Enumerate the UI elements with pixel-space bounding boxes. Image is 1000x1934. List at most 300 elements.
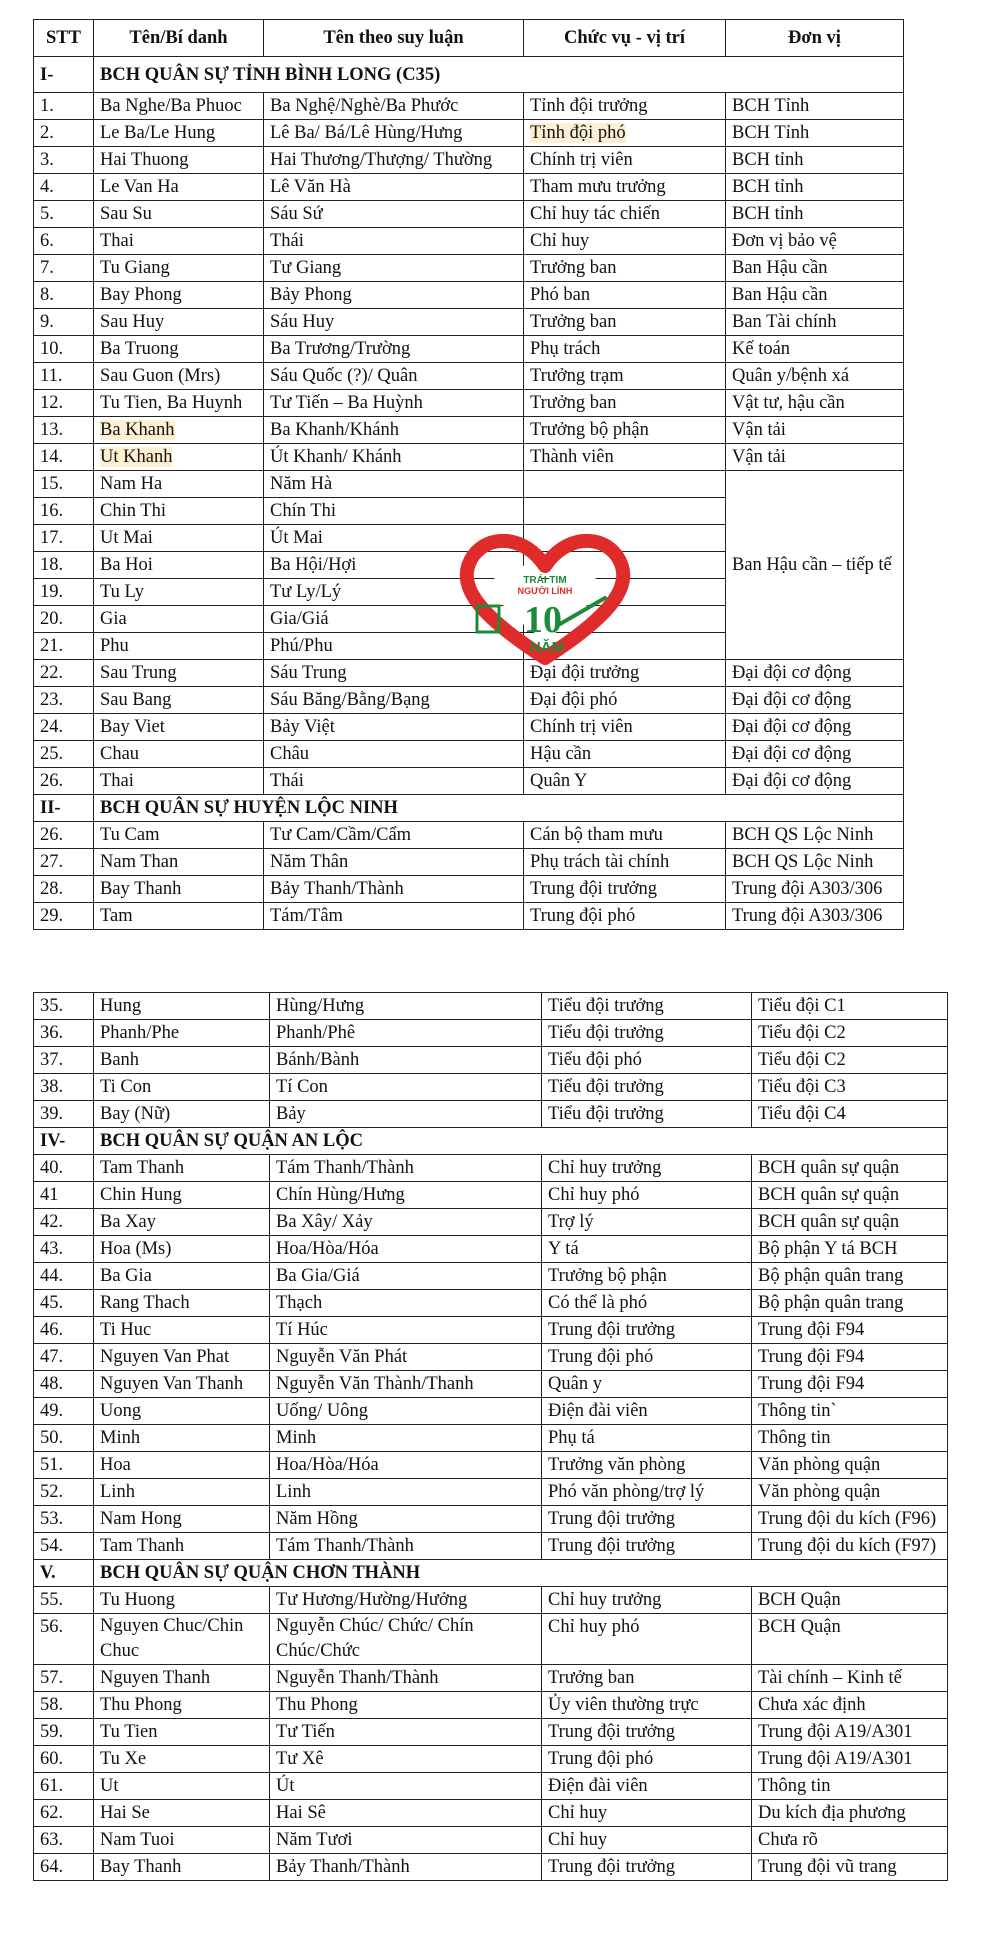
cell-alias: Nam Ha xyxy=(94,471,264,498)
cell-inferred: Hai Thương/Thượng/ Thường xyxy=(264,147,524,174)
cell-alias: Thu Phong xyxy=(94,1692,270,1719)
cell-alias: Ba Hoi xyxy=(94,552,264,579)
table-row xyxy=(34,1155,948,1182)
cell-stt: 9. xyxy=(34,309,94,336)
cell-inferred: Tư Xê xyxy=(270,1746,542,1773)
table-row xyxy=(34,1425,948,1452)
table-row xyxy=(34,282,904,309)
table-row xyxy=(34,1101,948,1128)
table-row xyxy=(34,1398,948,1425)
cell-inferred: Ba Nghệ/Nghè/Ba Phước xyxy=(264,93,524,120)
cell-stt: 46. xyxy=(34,1317,94,1344)
personnel-table-bottom xyxy=(33,992,948,1881)
cell-alias: Rang Thach xyxy=(94,1290,270,1317)
cell-inferred: Phanh/Phê xyxy=(270,1020,542,1047)
cell-unit: Trung đội du kích (F96) xyxy=(752,1506,948,1533)
cell-position: Trung đội phó xyxy=(524,903,726,930)
cell-inferred: Chín Thi xyxy=(264,498,524,525)
cell-inferred: Lê Ba/ Bá/Lê Hùng/Hưng xyxy=(264,120,524,147)
table-row xyxy=(34,147,904,174)
cell-inferred: Nguyễn Chúc/ Chức/ Chín Chúc/Chức xyxy=(270,1614,542,1665)
cell-unit: Đại đội cơ động xyxy=(726,768,904,795)
cell-inferred: Năm Hà xyxy=(264,471,524,498)
cell-alias: Ti Con xyxy=(94,1074,270,1101)
cell-stt: 8. xyxy=(34,282,94,309)
cell-stt: 63. xyxy=(34,1827,94,1854)
cell-stt: 18. xyxy=(34,552,94,579)
cell-position: Đại đội phó xyxy=(524,687,726,714)
cell-stt: 13. xyxy=(34,417,94,444)
cell-position: Điện đài viên xyxy=(542,1398,752,1425)
section-number: I- xyxy=(34,57,94,93)
cell-alias: Sau Bang xyxy=(94,687,264,714)
cell-position: Ủy viên thường trực xyxy=(542,1692,752,1719)
section-number: IV- xyxy=(34,1128,94,1155)
cell-unit: Bộ phận quân trang xyxy=(752,1290,948,1317)
cell-position: Chỉ huy trưởng xyxy=(542,1587,752,1614)
cell-alias: Ba Gia xyxy=(94,1263,270,1290)
cell-alias: Tu Ly xyxy=(94,579,264,606)
table-row xyxy=(34,174,904,201)
table-header-row xyxy=(34,20,904,57)
table-row xyxy=(34,417,904,444)
cell-stt: 55. xyxy=(34,1587,94,1614)
cell-position: Trung đội trưởng xyxy=(542,1854,752,1881)
cell-alias: Sau Su xyxy=(94,201,264,228)
table-row xyxy=(34,903,904,930)
cell-alias: Chin Thi xyxy=(94,498,264,525)
cell-inferred: Bảy xyxy=(270,1101,542,1128)
cell-inferred: Sáu Sứ xyxy=(264,201,524,228)
cell-unit: Chưa rõ xyxy=(752,1827,948,1854)
cell-unit: Bộ phận Y tá BCH xyxy=(752,1236,948,1263)
cell-inferred: Út Khanh/ Khánh xyxy=(264,444,524,471)
cell-inferred: Năm Hồng xyxy=(270,1506,542,1533)
logo-line1: TRÁI TIM xyxy=(523,575,567,586)
cell-position: Trung đội trưởng xyxy=(542,1506,752,1533)
table-row xyxy=(34,1047,948,1074)
cell-alias: Chau xyxy=(94,741,264,768)
cell-alias: Ut Mai xyxy=(94,525,264,552)
table-row xyxy=(34,336,904,363)
cell-unit: Đơn vị bảo vệ xyxy=(726,228,904,255)
cell-inferred: Ba Trương/Trường xyxy=(264,336,524,363)
cell-inferred: Tí Húc xyxy=(270,1317,542,1344)
cell-stt: 62. xyxy=(34,1800,94,1827)
cell-unit: Vật tư, hậu cần xyxy=(726,390,904,417)
cell-alias: Thai xyxy=(94,768,264,795)
cell-stt: 23. xyxy=(34,687,94,714)
cell-position: Đại đội trưởng xyxy=(524,660,726,687)
table-row xyxy=(34,1074,948,1101)
table-row xyxy=(34,201,904,228)
cell-inferred: Bánh/Bành xyxy=(270,1047,542,1074)
cell-inferred: Linh xyxy=(270,1479,542,1506)
table-row xyxy=(34,309,904,336)
table-row xyxy=(34,1692,948,1719)
table-row xyxy=(34,1020,948,1047)
cell-inferred: Minh xyxy=(270,1425,542,1452)
cell-alias: Phanh/Phe xyxy=(94,1020,270,1047)
cell-unit: Tiểu đội C2 xyxy=(752,1020,948,1047)
cell-stt: 61. xyxy=(34,1773,94,1800)
table-row xyxy=(34,1533,948,1560)
cell-stt: 49. xyxy=(34,1398,94,1425)
section-row xyxy=(34,57,904,93)
cell-alias: Tu Tien, Ba Huynh xyxy=(94,390,264,417)
cell-inferred: Tư Tiến xyxy=(270,1719,542,1746)
table-row xyxy=(34,93,904,120)
cell-position: Hậu cần xyxy=(524,741,726,768)
cell-stt: 59. xyxy=(34,1719,94,1746)
cell-position: Chỉ huy xyxy=(524,228,726,255)
cell-unit: Vận tải xyxy=(726,444,904,471)
cell-position: Tiểu đội trưởng xyxy=(542,993,752,1020)
cell-stt: 5. xyxy=(34,201,94,228)
cell-unit: BCH QS Lộc Ninh xyxy=(726,849,904,876)
header-inferred-name: Tên theo suy luận xyxy=(264,20,524,57)
cell-position: Trưởng ban xyxy=(542,1665,752,1692)
section-row xyxy=(34,795,904,822)
cell-stt: 3. xyxy=(34,147,94,174)
cell-inferred: Tám Thanh/Thành xyxy=(270,1155,542,1182)
cell-alias: Tu Cam xyxy=(94,822,264,849)
cell-inferred: Sáu Quốc (?)/ Quân xyxy=(264,363,524,390)
cell-unit: Tiểu đội C3 xyxy=(752,1074,948,1101)
highlighted-text: Ut Khanh xyxy=(100,447,173,467)
table-row xyxy=(34,993,948,1020)
cell-unit: Trung đội A303/306 xyxy=(726,876,904,903)
cell-stt: 40. xyxy=(34,1155,94,1182)
cell-inferred: Châu xyxy=(264,741,524,768)
cell-stt: 38. xyxy=(34,1074,94,1101)
header-unit: Đơn vị xyxy=(726,20,904,57)
cell-unit: Trung đội F94 xyxy=(752,1371,948,1398)
cell-stt: 24. xyxy=(34,714,94,741)
cell-unit: Trung đội vũ trang xyxy=(752,1854,948,1881)
cell-inferred: Thái xyxy=(264,768,524,795)
cell-position: Có thể là phó xyxy=(542,1290,752,1317)
cell-position: Quân Y xyxy=(524,768,726,795)
cell-position: Phụ trách tài chính xyxy=(524,849,726,876)
table-row xyxy=(34,1719,948,1746)
cell-unit: BCH quân sự quận xyxy=(752,1182,948,1209)
cell-position: Trưởng bộ phận xyxy=(542,1263,752,1290)
cell-stt: 7. xyxy=(34,255,94,282)
cell-alias: Hung xyxy=(94,993,270,1020)
cell-position: Chỉ huy trưởng xyxy=(542,1155,752,1182)
cell-alias: Tu Giang xyxy=(94,255,264,282)
cell-unit: Tiểu đội C4 xyxy=(752,1101,948,1128)
cell-inferred: Ba Gia/Giá xyxy=(270,1263,542,1290)
section-title: BCH QUÂN SỰ TỈNH BÌNH LONG (C35) xyxy=(94,57,904,93)
cell-unit: BCH quân sự quận xyxy=(752,1155,948,1182)
table-row xyxy=(34,1746,948,1773)
cell-stt: 44. xyxy=(34,1263,94,1290)
cell-alias: Le Ba/Le Hung xyxy=(94,120,264,147)
cell-position: Phụ tá xyxy=(542,1425,752,1452)
cell-inferred: Bảy Phong xyxy=(264,282,524,309)
logo-line2: NGƯỜI LÍNH xyxy=(517,586,573,596)
cell-position: Phụ trách xyxy=(524,336,726,363)
cell-inferred: Tư Hương/Hường/Hưởng xyxy=(270,1587,542,1614)
cell-position: Chỉ huy tác chiến xyxy=(524,201,726,228)
cell-alias: Sau Trung xyxy=(94,660,264,687)
cell-stt: 6. xyxy=(34,228,94,255)
cell-position: Trưởng ban xyxy=(524,390,726,417)
header-stt: STT xyxy=(34,20,94,57)
table-row xyxy=(34,390,904,417)
cell-inferred: Bảy Thanh/Thành xyxy=(270,1854,542,1881)
cell-inferred: Tám/Tâm xyxy=(264,903,524,930)
cell-inferred: Nguyễn Văn Thành/Thanh xyxy=(270,1371,542,1398)
cell-stt: 10. xyxy=(34,336,94,363)
cell-alias: Nam Hong xyxy=(94,1506,270,1533)
cell-stt: 57. xyxy=(34,1665,94,1692)
cell-unit-merged: Ban Hậu cần – tiếp tế xyxy=(726,471,904,660)
cell-stt: 21. xyxy=(34,633,94,660)
cell-alias: Tu Xe xyxy=(94,1746,270,1773)
cell-unit: Tiểu đội C2 xyxy=(752,1047,948,1074)
cell-position: Tiểu đội trưởng xyxy=(542,1101,752,1128)
cell-stt: 26. xyxy=(34,768,94,795)
cell-alias: Ba Nghe/Ba Phuoc xyxy=(94,93,264,120)
cell-alias: Ut xyxy=(94,1773,270,1800)
cell-inferred: Tư Ly/Lý xyxy=(264,579,524,606)
cell-alias: Linh xyxy=(94,1479,270,1506)
cell-stt: 54. xyxy=(34,1533,94,1560)
cell-inferred: Tư Cam/Cầm/Cẩm xyxy=(264,822,524,849)
cell-inferred: Ba Hội/Hợi xyxy=(264,552,524,579)
cell-alias: Nguyen Van Thanh xyxy=(94,1371,270,1398)
cell-unit: Trung đội A303/306 xyxy=(726,903,904,930)
heart-logo-icon xyxy=(455,528,635,668)
section-title: BCH QUÂN SỰ HUYỆN LỘC NINH xyxy=(94,795,904,822)
cell-alias: Nam Than xyxy=(94,849,264,876)
cell-inferred: Sáu Huy xyxy=(264,309,524,336)
logo-word: NĂM xyxy=(529,639,565,656)
cell-inferred: Sáu Băng/Bằng/Bạng xyxy=(264,687,524,714)
cell-stt: 64. xyxy=(34,1854,94,1881)
cell-alias: Minh xyxy=(94,1425,270,1452)
cell-alias: Ba Truong xyxy=(94,336,264,363)
table-row xyxy=(34,471,904,498)
cell-unit: Chưa xác định xyxy=(752,1692,948,1719)
cell-inferred: Chín Hùng/Hưng xyxy=(270,1182,542,1209)
cell-unit: Đại đội cơ động xyxy=(726,660,904,687)
table-row xyxy=(34,1263,948,1290)
cell-unit: Trung đội F94 xyxy=(752,1317,948,1344)
cell-inferred: Bảy Việt xyxy=(264,714,524,741)
cell-stt: 37. xyxy=(34,1047,94,1074)
cell-inferred: Bảy Thanh/Thành xyxy=(264,876,524,903)
cell-inferred: Tám Thanh/Thành xyxy=(270,1533,542,1560)
table-row xyxy=(34,849,904,876)
logo-number: 10 xyxy=(524,599,562,641)
cell-inferred: Nguyễn Văn Phát xyxy=(270,1344,542,1371)
cell-alias: Gia xyxy=(94,606,264,633)
cell-inferred: Tư Giang xyxy=(264,255,524,282)
header-alias: Tên/Bí danh xyxy=(94,20,264,57)
cell-unit: Thông tin xyxy=(752,1773,948,1800)
section-title: BCH QUÂN SỰ QUẬN CHƠN THÀNH xyxy=(94,1560,948,1587)
table-row xyxy=(34,768,904,795)
cell-position: Phó ban xyxy=(524,282,726,309)
cell-position: Chính trị viên xyxy=(524,147,726,174)
cell-inferred: Năm Thân xyxy=(264,849,524,876)
cell-stt: 41 xyxy=(34,1182,94,1209)
cell-unit: Văn phòng quận xyxy=(752,1479,948,1506)
cell-alias: Thai xyxy=(94,228,264,255)
cell-position: Chỉ huy xyxy=(542,1827,752,1854)
table-row xyxy=(34,1371,948,1398)
table-row xyxy=(34,1773,948,1800)
section-title: BCH QUÂN SỰ QUẬN AN LỘC xyxy=(94,1128,948,1155)
cell-unit: Trung đội du kích (F97) xyxy=(752,1533,948,1560)
cell-position: Trợ lý xyxy=(542,1209,752,1236)
cell-unit: BCH Tỉnh xyxy=(726,93,904,120)
cell-position: Cán bộ tham mưu xyxy=(524,822,726,849)
cell-position: Chỉ huy xyxy=(542,1800,752,1827)
cell-unit: Đại đội cơ động xyxy=(726,687,904,714)
table-row xyxy=(34,1452,948,1479)
cell-position: Trung đội trưởng xyxy=(542,1317,752,1344)
cell-position: Quân y xyxy=(542,1371,752,1398)
cell-stt: 39. xyxy=(34,1101,94,1128)
cell-stt: 15. xyxy=(34,471,94,498)
section-number: II- xyxy=(34,795,94,822)
cell-position: Tiểu đội trưởng xyxy=(542,1074,752,1101)
cell-stt: 51. xyxy=(34,1452,94,1479)
cell-inferred: Thu Phong xyxy=(270,1692,542,1719)
table-row xyxy=(34,1290,948,1317)
cell-unit: Ban Tài chính xyxy=(726,309,904,336)
cell-alias: Banh xyxy=(94,1047,270,1074)
cell-alias: Nguyen Van Phat xyxy=(94,1344,270,1371)
cell-position: Tiểu đội phó xyxy=(542,1047,752,1074)
cell-position: Điện đài viên xyxy=(542,1773,752,1800)
table-row xyxy=(34,822,904,849)
cell-alias xyxy=(94,417,264,444)
table-row xyxy=(34,1209,948,1236)
cell-inferred: Nguyễn Thanh/Thành xyxy=(270,1665,542,1692)
cell-unit: BCH tỉnh xyxy=(726,147,904,174)
cell-alias: Bay Thanh xyxy=(94,1854,270,1881)
section-row xyxy=(34,1560,948,1587)
cell-unit: BCH Quận xyxy=(752,1587,948,1614)
cell-position: Trưởng bộ phận xyxy=(524,417,726,444)
cell-inferred: Hai Sê xyxy=(270,1800,542,1827)
cell-alias: Bay (Nữ) xyxy=(94,1101,270,1128)
cell-position: Thành viên xyxy=(524,444,726,471)
cell-unit: BCH quân sự quận xyxy=(752,1209,948,1236)
cell-alias: Nguyen Thanh xyxy=(94,1665,270,1692)
cell-alias: Chin Hung xyxy=(94,1182,270,1209)
table-row xyxy=(34,120,904,147)
cell-position: Tiểu đội trưởng xyxy=(542,1020,752,1047)
cell-position xyxy=(524,498,726,525)
cell-alias: Tam Thanh xyxy=(94,1533,270,1560)
cell-stt: 16. xyxy=(34,498,94,525)
table-row xyxy=(34,1614,948,1665)
cell-alias: Ti Huc xyxy=(94,1317,270,1344)
cell-unit: Ban Hậu cần xyxy=(726,282,904,309)
cell-position: Chỉ huy phó xyxy=(542,1182,752,1209)
cell-unit: Bộ phận quân trang xyxy=(752,1263,948,1290)
cell-stt: 19. xyxy=(34,579,94,606)
cell-stt: 1. xyxy=(34,93,94,120)
cell-unit: Văn phòng quận xyxy=(752,1452,948,1479)
cell-unit: Đại đội cơ động xyxy=(726,741,904,768)
cell-inferred: Ba Khanh/Khánh xyxy=(264,417,524,444)
table-row xyxy=(34,741,904,768)
header-position: Chức vụ - vị trí xyxy=(524,20,726,57)
cell-stt: 52. xyxy=(34,1479,94,1506)
cell-inferred: Út xyxy=(270,1773,542,1800)
cell-alias: Tu Huong xyxy=(94,1587,270,1614)
cell-position xyxy=(524,471,726,498)
cell-stt: 58. xyxy=(34,1692,94,1719)
cell-alias: Sau Huy xyxy=(94,309,264,336)
cell-stt: 35. xyxy=(34,993,94,1020)
cell-stt: 50. xyxy=(34,1425,94,1452)
table-row xyxy=(34,1827,948,1854)
table-row xyxy=(34,363,904,390)
cell-alias: Tam xyxy=(94,903,264,930)
cell-alias: Hai Thuong xyxy=(94,147,264,174)
cell-stt: 27. xyxy=(34,849,94,876)
section-row xyxy=(34,1128,948,1155)
cell-position: Trung đội trưởng xyxy=(542,1533,752,1560)
cell-inferred: Ba Xây/ Xảy xyxy=(270,1209,542,1236)
cell-stt: 36. xyxy=(34,1020,94,1047)
cell-alias: Nam Tuoi xyxy=(94,1827,270,1854)
cell-stt: 47. xyxy=(34,1344,94,1371)
cell-alias: Le Van Ha xyxy=(94,174,264,201)
cell-stt: 12. xyxy=(34,390,94,417)
cell-position: Chính trị viên xyxy=(524,714,726,741)
highlighted-text: Tỉnh đội phó xyxy=(530,123,626,143)
cell-position: Trung đội trưởng xyxy=(542,1719,752,1746)
cell-stt: 42. xyxy=(34,1209,94,1236)
cell-inferred: Hoa/Hòa/Hóa xyxy=(270,1236,542,1263)
table-row xyxy=(34,1587,948,1614)
cell-position: Tham mưu trưởng xyxy=(524,174,726,201)
cell-position: Trưởng ban xyxy=(524,309,726,336)
cell-inferred: Sáu Trung xyxy=(264,660,524,687)
cell-unit: Trung đội A19/A301 xyxy=(752,1719,948,1746)
highlighted-text: Ba Khanh xyxy=(100,420,175,440)
table-row xyxy=(34,255,904,282)
cell-unit: Đại đội cơ động xyxy=(726,714,904,741)
cell-alias: Ba Xay xyxy=(94,1209,270,1236)
cell-stt: 29. xyxy=(34,903,94,930)
cell-unit: Ban Hậu cần xyxy=(726,255,904,282)
cell-alias: Nguyen Chuc/Chin Chuc xyxy=(94,1614,270,1665)
cell-stt: 28. xyxy=(34,876,94,903)
cell-alias: Bay Viet xyxy=(94,714,264,741)
cell-stt: 48. xyxy=(34,1371,94,1398)
cell-unit: Thông tin xyxy=(752,1425,948,1452)
cell-unit: BCH tỉnh xyxy=(726,201,904,228)
cell-alias: Bay Thanh xyxy=(94,876,264,903)
table-row xyxy=(34,1344,948,1371)
table-row xyxy=(34,714,904,741)
cell-stt: 26. xyxy=(34,822,94,849)
cell-unit: BCH tỉnh xyxy=(726,174,904,201)
table-row xyxy=(34,1182,948,1209)
cell-position: Chỉ huy phó xyxy=(542,1614,752,1665)
